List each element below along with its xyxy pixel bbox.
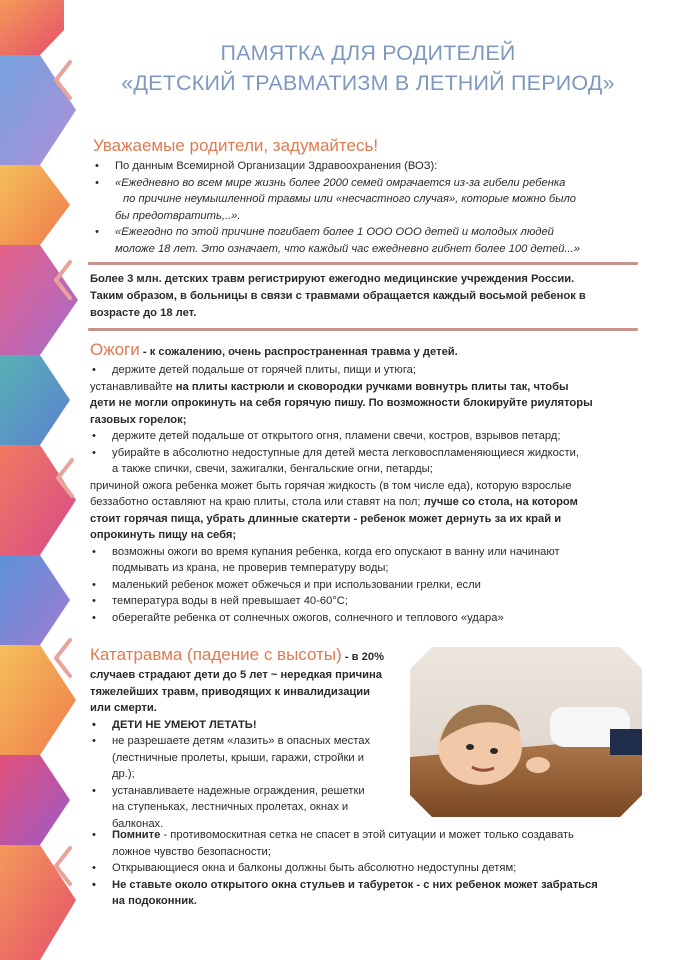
title-line-2: «ДЕТСКИЙ ТРАВМАТИЗМ В ЛЕТНИЙ ПЕРИОД»: [121, 71, 615, 95]
falls-paragraph: [90, 667, 410, 717]
falls-bullet-5: • Открывающиеся окна и балконы должны быть абсолютно недоступны детям;: [90, 860, 650, 877]
burns-bullet-4: [90, 544, 650, 577]
quote-1-line-3: бы предотвратить,..».: [115, 209, 241, 222]
falls-b3-line-3: балконах.: [112, 817, 164, 830]
stats-line-3: возрасте до 18 лет.: [90, 307, 197, 319]
quote-1-line-2: по причине неумышленной травмы или «несчастного случая», которые можно было: [123, 193, 576, 205]
intro-list: [93, 158, 653, 257]
falls-b6-line-1: • Не ставьте около открытого окна стульев и табуреток - с них ребенок может забраться: [112, 878, 598, 891]
burns-p1-bold: на плиты кастрюли и сковородки ручками вовнутрь плиты так, чтобы: [175, 380, 569, 393]
stats-line-1: Более 3 млн. детских травм регистрируют ежегодно медицинские учреждения России.: [90, 273, 575, 285]
falls-b6-line-2: на подоконник.: [112, 895, 197, 907]
stats-line-2: Таким образом, в больницы в связи с травмами обращается каждый восьмой ребенок в: [90, 290, 586, 302]
falls-section-bottom: [90, 827, 650, 910]
falls-b4-line-1: - противомоскитная сетка не спасет в этой ситуации и может только создавать: [160, 829, 574, 841]
falls-b4-bold: Помните: [112, 829, 161, 841]
intro-bullet-quote-1: [93, 175, 653, 225]
falls-p-line-3: или смерти.: [90, 702, 157, 714]
intro-bullet-who: • По данным Всемирной Организации Здравоохранения (ВОЗ):: [93, 158, 653, 175]
burns-heading-row: [90, 340, 650, 362]
stats-paragraph: [90, 271, 650, 322]
page-title: [88, 38, 648, 98]
burns-bullet-2: • держите детей подальше от открытого огня, пламени свечи, костров, взрывов петард;: [90, 428, 650, 445]
burns-bullet-6: • температура воды в ней превышает 40-60°С;: [90, 593, 650, 610]
burns-p1-line-2: дети не могли опрокинуть на себя горячую пишу. По возможности блокируйте риуляторы: [90, 397, 593, 409]
falls-p-line-1: случаев страдают дети до 5 лет ~ нередкая причина: [90, 669, 382, 681]
intro-heading: Уважаемые родители, задумайтесь!: [93, 136, 379, 155]
burns-p2-normal: беззаботно оставляют на краю плиты, стола или ставят на пол;: [90, 496, 424, 508]
falls-b2-line-2: (лестничные пролеты, крыши, гаражи, стройки и: [112, 751, 364, 764]
burns-section: [90, 340, 650, 626]
burns-p2-line-3: стоит горячая пища, убрать длинные скатерти - ребенок может дернуть за их край и: [90, 512, 562, 525]
burns-bullet-3: [90, 445, 650, 478]
burns-bullet-5: • маленький ребенок может обжечься и при использовании грелки, если: [90, 577, 650, 594]
falls-b4-line-2: ложное чувство безопасности;: [112, 845, 271, 858]
burns-p1-line-3: газовых горелок;: [90, 413, 187, 426]
falls-bullet-3: [90, 783, 410, 833]
falls-bullet-4: [90, 827, 650, 860]
divider-2: [88, 328, 638, 331]
quote-1-line-1: • «Ежедневно во всем мире жизнь более 2000 семей омрачается из-за гибели ребенка: [115, 176, 566, 189]
falls-bullet-6: [90, 877, 650, 910]
burns-b3-line-1: • убирайте в абсолютно недоступные для детей места легковоспламеняющиеся жидкости,: [112, 446, 579, 459]
burns-p1-normal: устанавливайте: [90, 380, 176, 393]
burns-p2-line-4: опрокинуть пищу на себя;: [90, 529, 237, 541]
falls-heading: Кататравма (падение с высоты): [90, 645, 342, 664]
burns-b4-line-2: подмывать из крана, не проверив температуру воды;: [112, 562, 389, 574]
burns-p2-line-1: причиной ожога ребенка может быть горячая жидкость (в том числе еда), которую взрослые: [90, 479, 572, 492]
decorative-hexagon-band: [0, 0, 90, 960]
intro-bullet-quote-2: [93, 224, 653, 257]
falls-p-line-2: тяжелейших травм, приводящих к инвалидизации: [90, 685, 371, 698]
burns-bullet-1: • держите детей подальше от горячей плиты, пищи и утюга;: [90, 362, 650, 379]
burns-bullet-7: • оберегайте ребенка от солнечных ожогов, солнечного и теплового «удара»: [90, 610, 650, 627]
falls-b3-line-1: • устанавливаете надежные ограждения, решетки: [112, 784, 365, 797]
falls-bullet-2: [90, 733, 410, 783]
burns-b3-line-2: а также спички, свечи, зажигалки, бенгальские огни, петарды;: [112, 463, 433, 475]
burns-heading: Ожоги: [90, 340, 140, 359]
falls-b2-line-3: др.);: [112, 768, 135, 780]
child-fall-photo: [410, 647, 642, 817]
falls-bullet-1: • ДЕТИ НЕ УМЕЮТ ЛЕТАТЬ!: [90, 717, 410, 734]
falls-b3-line-2: на ступеньках, лестничных пролетах, окнах и: [112, 801, 349, 813]
falls-b2-line-1: • не разрешаете детям «лазить» в опасных местах: [112, 735, 371, 747]
quote-2-line-2: моложе 18 лет. Это означает, что каждый час ежедневно гибнет более 100 детей...»: [115, 242, 581, 255]
quote-2-line-1: • «Ежегодно по этой причине погибает более 1 ООО ООО детей и молодых людей: [115, 226, 554, 238]
title-line-1: ПАМЯТКА ДЛЯ РОДИТЕЛЕЙ: [220, 41, 516, 65]
burns-heading-tail: - к сожалению, очень распространенная травма у детей.: [139, 346, 458, 358]
burns-b4-line-1: • возможны ожоги во время купания ребенка, когда его опускают в ванну или начинают: [112, 545, 560, 558]
falls-section-top: [90, 645, 410, 832]
divider-1: [88, 262, 638, 265]
falls-heading-tail: - в 20%: [341, 651, 385, 663]
burns-paragraph-2: [90, 478, 650, 544]
burns-p2-bold: лучше со стола, на котором: [423, 496, 578, 508]
falls-heading-row: [90, 645, 410, 667]
burns-paragraph-1: [90, 379, 650, 429]
